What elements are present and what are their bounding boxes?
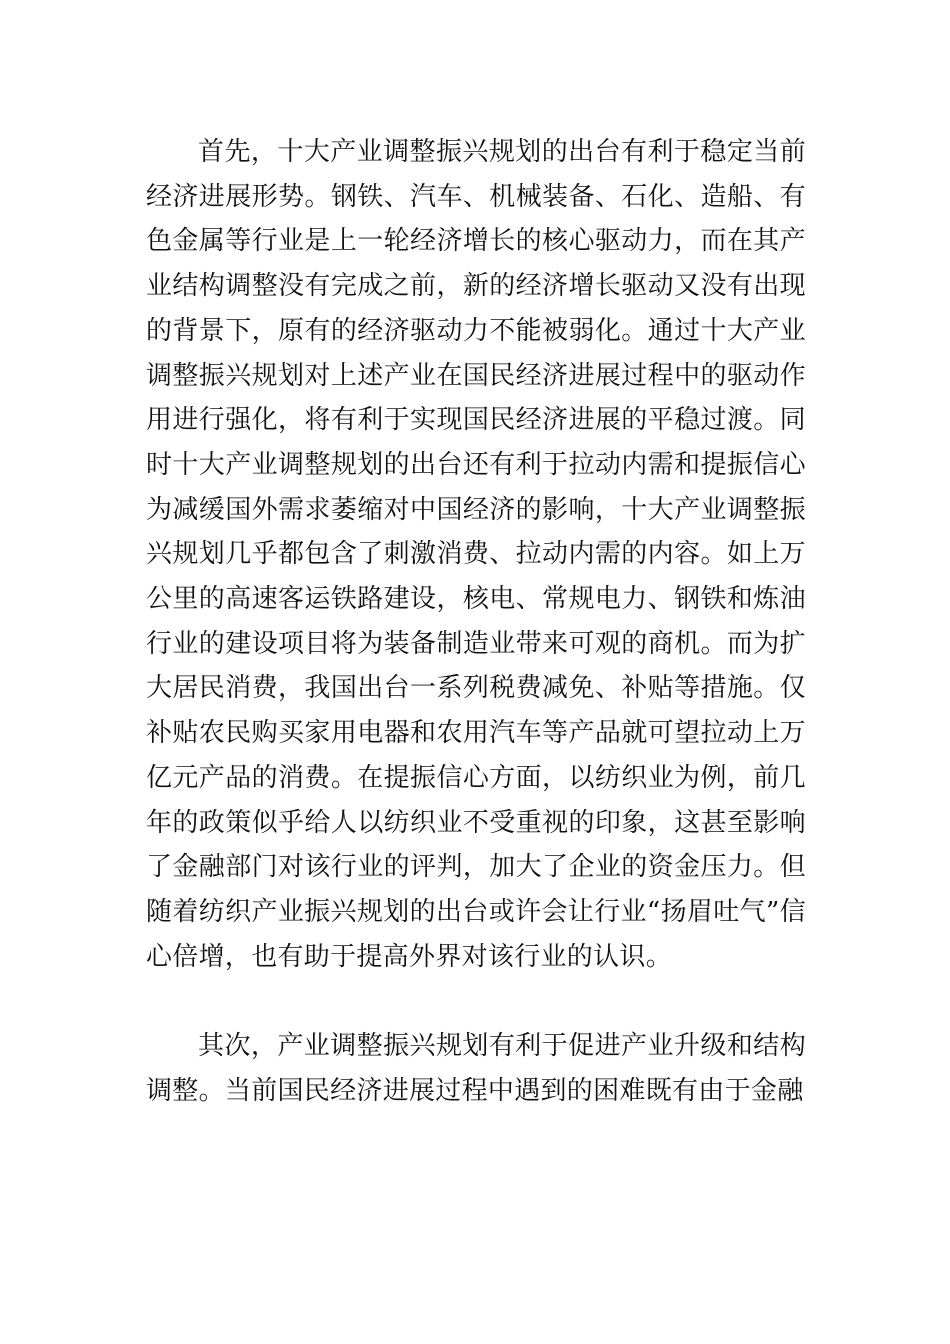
paragraph-first: 首先，十大产业调整振兴规划的出台有利于稳定当前经济进展形势。钢铁、汽车、机械装备、石化、造船、有色金属等行业是上一轮经济增长的核心驱动力，而在其产业结构调整没有完成之前，新的经济增长驱动又没有出现的背景下，原有的经济驱动力不能被弱化。通过十大产业调整振兴规划对上述产业在国民经济进展过程中的驱动作用进行强化，将有利于实现国民经济进展的平稳过渡。同时十大产业调整规划的出台还有利于拉动内需和提振信心为减缓国外需求萎缩对中国经济的影响，十大产业调整振兴规划几乎都包含了刺激消费、拉动内需的内容。如上万公里的高速客运铁路建设，核电、常规电力、钢铁和炼油行业的建设项目将为装备制造业带来可观的商机。而为扩大居民消费，我国出台一系列税费减免、补贴等措施。仅补贴农民购买家用电器和农用汽车等产品就可望拉动上万亿元产品的消费。在提振信心方面，以纺织业为例，前几年的政策似乎给人以纺织业不受重视的印象，这甚至影响了金融部门对该行业的评判，加大了企业的资金压力。但随着纺织产业振兴规划的出台或许会让行业“扬眉吐气”信心倍增，也有助于提高外界对该行业的认识。 xyxy=(146,137,806,972)
document-page xyxy=(146,130,806,1114)
paragraph-second: 其次，产业调整振兴规划有利于促进产业升级和结构调整。当前国民经济进展过程中遇到的困难既有由于金融 xyxy=(146,1031,806,1107)
